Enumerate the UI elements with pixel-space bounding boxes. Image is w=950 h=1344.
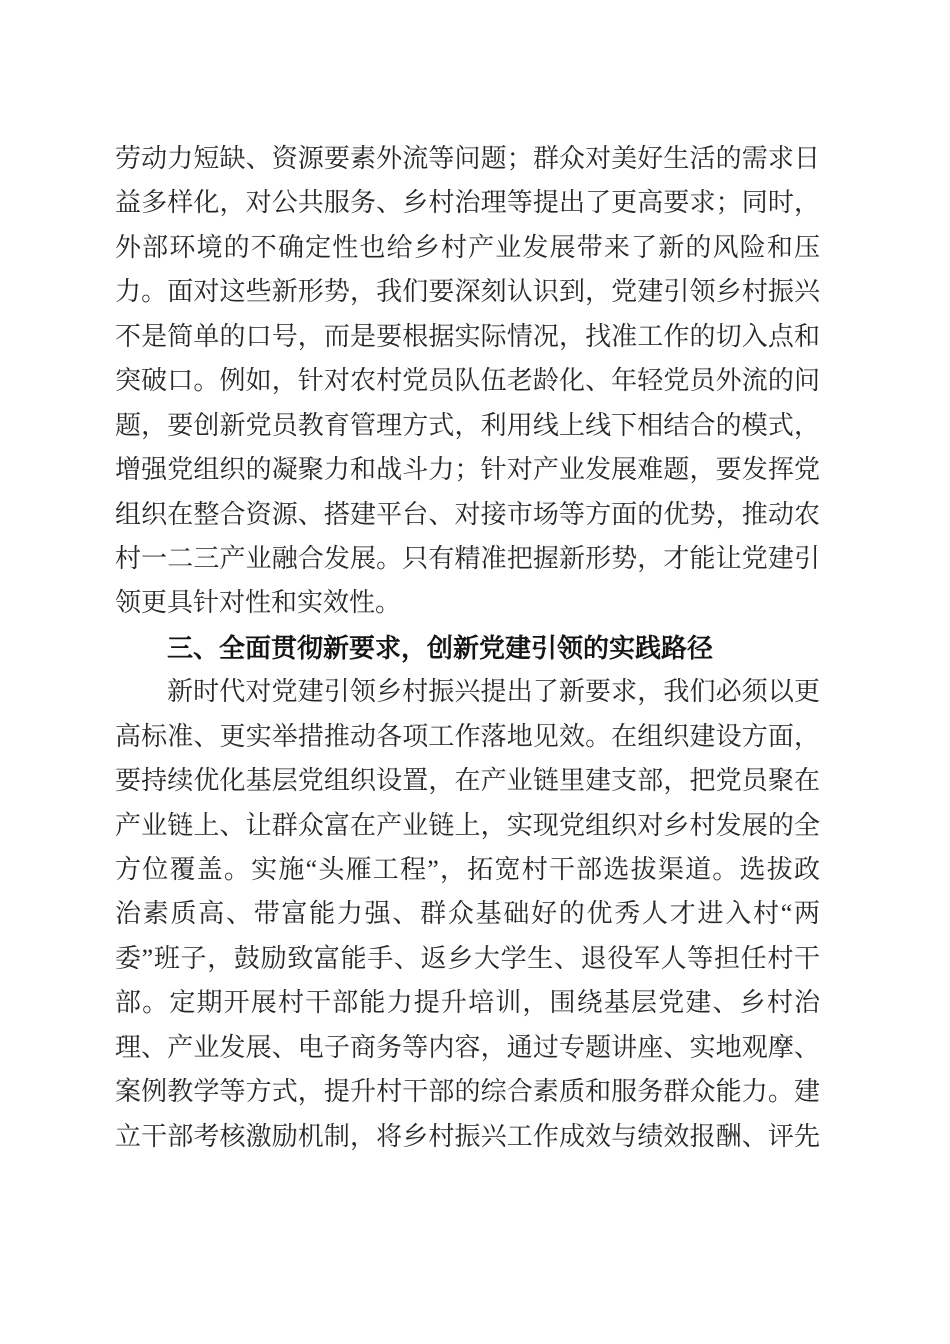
- text-line: 要持续优化基层党组织设置，在产业链里建支部，把党员聚在: [115, 766, 820, 796]
- text-line: 外部环境的不确定性也给乡村产业发展带来了新的风险和压: [115, 232, 820, 262]
- text-line: 新时代对党建引领乡村振兴提出了新要求，我们必须以更: [167, 677, 820, 707]
- text-line: 题，要创新党员教育管理方式，利用线上线下相结合的模式，: [115, 410, 820, 440]
- text-line: 突破口。例如，针对农村党员队伍老龄化、年轻党员外流的问: [115, 366, 820, 396]
- text-line: 组织在整合资源、搭建平台、对接市场等方面的优势，推动农: [115, 499, 820, 529]
- text-line: 部。定期开展村干部能力提升培训，围绕基层党建、乡村治: [115, 988, 820, 1018]
- text-line: 治素质高、带富能力强、群众基础好的优秀人才进入村“两: [115, 899, 820, 929]
- text-line: 委”班子，鼓励致富能手、返乡大学生、退役军人等担任村干: [115, 943, 820, 973]
- text-line: 领更具针对性和实效性。: [115, 588, 402, 618]
- section-heading: 三、全面贯彻新要求，创新党建引领的实践路径: [167, 632, 714, 663]
- text-line: 增强党组织的凝聚力和战斗力；针对产业发展难题，要发挥党: [115, 455, 820, 485]
- text-line: 村一二三产业融合发展。只有精准把握新形势，才能让党建引: [115, 543, 820, 573]
- text-line: 方位覆盖。实施“头雁工程”，拓宽村干部选拔渠道。选拔政: [115, 855, 820, 884]
- text-line: 产业链上、让群众富在产业链上，实现党组织对乡村发展的全: [115, 810, 820, 840]
- text-line: 力。面对这些新形势，我们要深刻认识到，党建引领乡村振兴: [115, 277, 820, 307]
- text-line: 益多样化，对公共服务、乡村治理等提出了更高要求；同时，: [115, 188, 820, 218]
- text-line: 理、产业发展、电子商务等内容，通过专题讲座、实地观摩、: [115, 1032, 820, 1062]
- document-text-block: [115, 137, 820, 1159]
- text-line: 劳动力短缺、资源要素外流等问题；群众对美好生活的需求日: [115, 144, 820, 173]
- text-line: 案例教学等方式，提升村干部的综合素质和服务群众能力。建: [115, 1077, 820, 1107]
- text-line: 高标准、更实举措推动各项工作落地见效。在组织建设方面，: [115, 721, 820, 751]
- text-line: 立干部考核激励机制，将乡村振兴工作成效与绩效报酬、评先: [115, 1121, 820, 1151]
- text-line: 不是简单的口号，而是要根据实际情况，找准工作的切入点和: [115, 321, 820, 351]
